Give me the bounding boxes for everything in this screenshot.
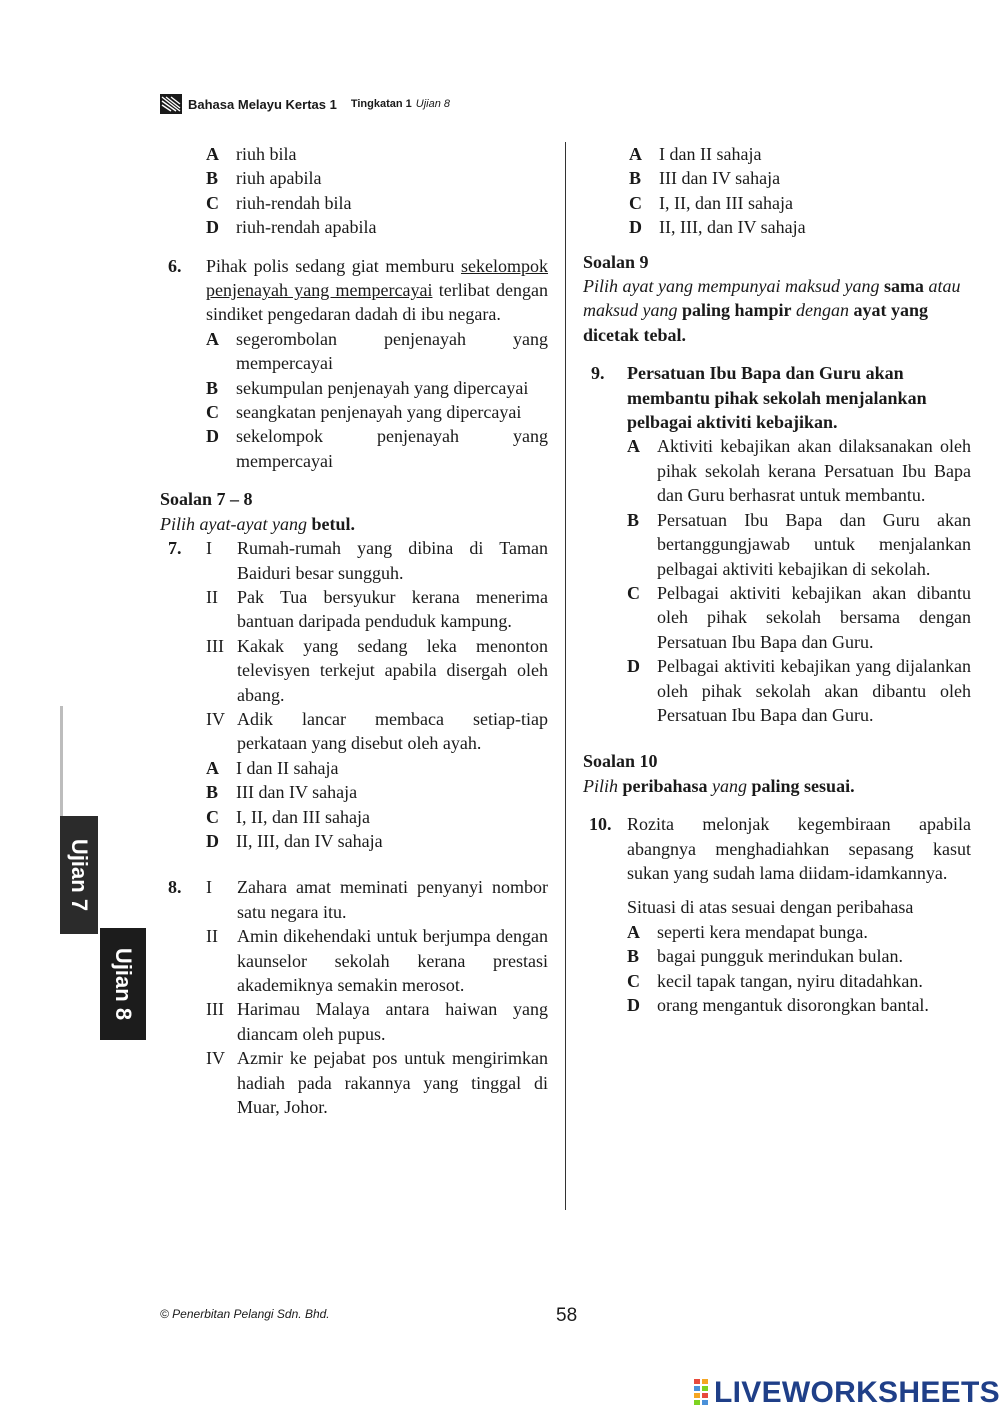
statement-item: II Amin dikehendaki untuk berjumpa dengan kaunselor sekolah kerana prestasi akademiknya semakin merosot. <box>206 926 548 995</box>
option-item[interactable]: A I dan II sahaja <box>629 144 762 164</box>
statement-item: IV Azmir ke pejabat pos untuk mengirimkan hadiah pada rakannya yang tinggal di Muar, Johor. <box>206 1048 548 1118</box>
question-number: 9. <box>591 363 605 384</box>
question-number: 7. <box>168 538 182 559</box>
brand-name: LIVEWORKSHEETS <box>714 1376 1000 1409</box>
question-10 <box>583 812 971 1017</box>
option-item[interactable]: B Persatuan Ibu Bapa dan Guru akan bertanggungjawab untuk menjalankan pelbagai aktiviti kebajikan di sekolah. <box>627 509 971 579</box>
statement-item: I Rumah-rumah yang dibina di Taman Baiduri besar sungguh. <box>206 538 548 583</box>
question-8 <box>160 875 548 1119</box>
option-item[interactable]: B riuh apabila <box>206 168 322 189</box>
option-item[interactable]: D orang mengantuk disorongkan bantal. <box>627 995 929 1015</box>
tab-ujian-7[interactable]: Ujian 7 <box>60 816 98 934</box>
statement-item: I Zahara amat meminati penyanyi nombor satu negara itu. <box>206 877 548 922</box>
tab-edge-line <box>60 706 63 816</box>
option-item[interactable]: B bagai pungguk merindukan bulan. <box>627 946 903 967</box>
statement-item: III Harimau Malaya antara haiwan yang diancam oleh pupus. <box>206 999 548 1044</box>
option-item[interactable]: B III dan IV sahaja <box>629 168 781 189</box>
underlined-phrase: sekelompok penjenayah yang mempercayai <box>206 255 549 301</box>
question-text-cont: terlibat dengan sindiket pengedaran dadah di ibu negara. <box>206 280 549 325</box>
option-item[interactable]: C seangkatan penjenayah yang dipercayai <box>206 402 522 423</box>
option-item[interactable]: A riuh bila <box>206 144 297 164</box>
section-title: Soalan 7 – 8 <box>160 489 253 510</box>
exam-label: Ujian 8 <box>415 98 451 110</box>
section-instruction: Pilih peribahasa yang paling sesuai. <box>583 775 855 796</box>
option-item[interactable]: C Pelbagai aktiviti kebajikan akan dibantu oleh pihak sekolah bersama dengan Persatuan Ibu Bapa dan Guru. <box>627 582 971 652</box>
option-item[interactable]: B sekumpulan penjenayah yang dipercayai <box>206 377 529 398</box>
brand-grid-icon <box>694 1379 710 1407</box>
option-item[interactable]: B III dan IV sahaja <box>206 782 358 803</box>
running-header <box>160 94 450 114</box>
option-item[interactable]: D II, III, dan IV sahaja <box>206 830 383 851</box>
book-logo-icon <box>160 94 182 114</box>
section-instruction: Pilih ayat yang mempunyai maksud yang sama atau maksud yang paling hampir dengan ayat yang dicetak tebal. <box>583 276 961 345</box>
publisher-credit: © Penerbitan Pelangi Sdn. Bhd. <box>160 1307 330 1321</box>
q6-options <box>206 327 548 473</box>
book-title: Bahasa Melayu Kertas 1 <box>188 96 337 112</box>
question-text: Rozita melonjak kegembiraan apabila abangnya menghadiahkan sepasang kasut sukan yang sudah lama diidam-idamkannya. <box>627 814 971 883</box>
section-instruction: Pilih ayat-ayat yang betul. <box>160 513 355 534</box>
question-text: Pihak polis sedang giat memburu <box>206 255 455 276</box>
column-divider <box>565 142 566 1210</box>
question-prompt: Situasi di atas sesuai dengan peribahasa <box>627 897 914 918</box>
option-item[interactable]: C I, II, dan III sahaja <box>629 192 793 213</box>
question-6 <box>160 254 548 474</box>
section-title: Soalan 10 <box>583 751 658 772</box>
liveworksheets-logo[interactable] <box>694 1376 1000 1410</box>
statement-item: III Kakak yang sedang leka menonton televisyen terkejut apabila disergah oleh abang. <box>206 635 548 705</box>
question-7 <box>160 536 548 853</box>
option-item[interactable]: D Pelbagai aktiviti kebajikan yang dijalankan oleh pihak sekolah akan dibantu oleh Persatuan Ibu Bapa dan Guru. <box>627 656 971 725</box>
option-item[interactable]: D sekelompok penjenayah yang mempercayai <box>206 426 548 471</box>
option-item[interactable]: C kecil tapak tangan, nyiru ditadahkan. <box>627 970 923 991</box>
option-item[interactable]: D riuh-rendah apabila <box>206 217 377 238</box>
q5-options <box>160 142 548 240</box>
option-item[interactable]: C riuh-rendah bila <box>206 192 352 213</box>
left-column <box>160 142 548 1119</box>
option-item[interactable]: A I dan II sahaja <box>206 757 339 778</box>
option-item[interactable]: C I, II, dan III sahaja <box>206 806 370 827</box>
right-column <box>583 142 971 1017</box>
option-item[interactable]: A seperti kera mendapat bunga. <box>627 921 868 942</box>
question-number: 6. <box>168 255 182 276</box>
option-item[interactable]: A Aktiviti kebajikan akan dilaksanakan oleh pihak sekolah kerana Persatuan Ibu Bapa dan Guru berhasrat untuk membantu. <box>627 436 971 506</box>
question-number: 8. <box>168 877 182 898</box>
tab-ujian-8[interactable]: Ujian 8 <box>100 928 146 1040</box>
question-9 <box>583 361 971 727</box>
section-title: Soalan 9 <box>583 251 649 272</box>
statement-item: IV Adik lancar membaca setiap-tiap perkataan yang disebut oleh ayah. <box>206 708 548 754</box>
option-item[interactable]: A segerombolan penjenayah yang mempercayai <box>206 328 548 374</box>
statement-item: II Pak Tua bersyukur kerana menerima bantuan daripada penduduk kampung. <box>206 586 548 632</box>
q8-options <box>583 142 971 240</box>
question-text: Persatuan Ibu Bapa dan Guru akan membantu pihak sekolah menjalankan pelbagai aktiviti kebajikan. <box>627 363 927 433</box>
question-number: 10. <box>589 814 612 835</box>
option-item[interactable]: D II, III, dan IV sahaja <box>629 217 806 238</box>
level-label: Tingkatan 1 <box>350 98 412 110</box>
page-number: 58 <box>556 1305 578 1326</box>
